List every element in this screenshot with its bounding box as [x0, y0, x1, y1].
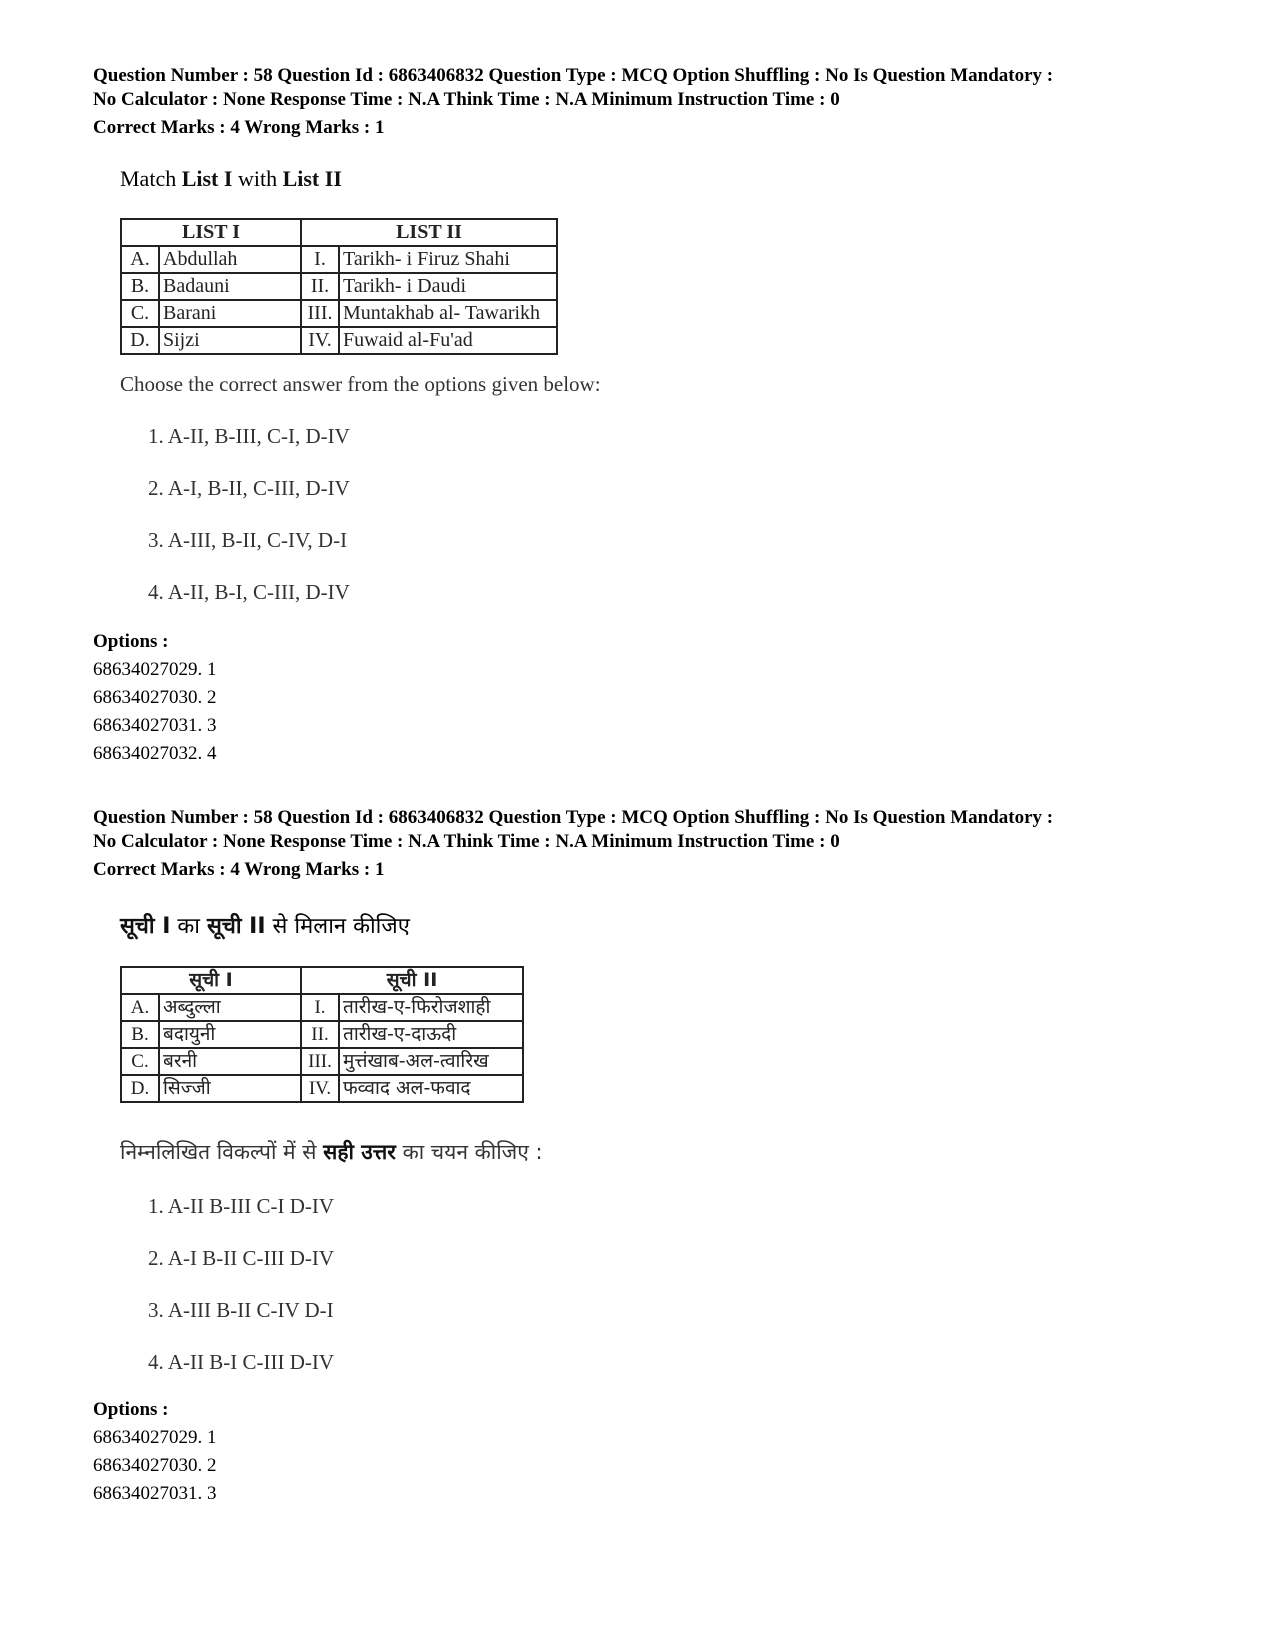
- choice-3: 3. A-III, B-II, C-IV, D-I: [148, 528, 348, 552]
- table-row: A. Abdullah I. Tarikh- i Firuz Shahi: [121, 246, 557, 273]
- table-header-row: [121, 967, 523, 994]
- options-list: [93, 628, 217, 768]
- option-item: 68634027029. 1: [93, 659, 217, 680]
- option-item: 68634027031. 3: [93, 715, 217, 736]
- table-row: B. Badauni II. Tarikh- i Daudi: [121, 273, 557, 300]
- choose-instruction: Choose the correct answer from the options given below:: [120, 372, 601, 396]
- choice-4: 4. A-II B-I C-III D-IV: [148, 1350, 335, 1374]
- list-2-header: सूची II: [301, 967, 523, 994]
- marks-line: Correct Marks : 4 Wrong Marks : 1: [93, 117, 385, 138]
- choice-2: 2. A-I, B-II, C-III, D-IV: [148, 476, 350, 500]
- choice-1: 1. A-II, B-III, C-I, D-IV: [148, 424, 350, 448]
- choice-1: 1. A-II B-III C-I D-IV: [148, 1194, 335, 1218]
- choice-3: 3. A-III B-II C-IV D-I: [148, 1298, 334, 1322]
- question-meta: [93, 806, 1213, 882]
- table-row: D. सिज्जी IV. फव्वाद अल-फवाद: [121, 1075, 523, 1102]
- match-table: [120, 218, 558, 355]
- match-table: [120, 966, 524, 1103]
- list-2-header: LIST II: [301, 219, 557, 246]
- question-meta: [93, 64, 1213, 140]
- question-title: Match List I with List II: [120, 166, 342, 191]
- meta-line-2: No Calculator : None Response Time : N.A Think Time : N.A Minimum Instruction Time : 0: [93, 831, 840, 852]
- marks-line: Correct Marks : 4 Wrong Marks : 1: [93, 859, 385, 880]
- meta-line-2: No Calculator : None Response Time : N.A Think Time : N.A Minimum Instruction Time : 0: [93, 89, 840, 110]
- table-header-row: [121, 219, 557, 246]
- option-item: 68634027032. 4: [93, 743, 217, 764]
- table-row: B. बदायुनी II. तारीख-ए-दाऊदी: [121, 1021, 523, 1048]
- list-1-header: LIST I: [121, 219, 301, 246]
- choice-4: 4. A-II, B-I, C-III, D-IV: [148, 580, 350, 604]
- options-label: Options :: [93, 631, 169, 652]
- meta-line-1: Question Number : 58 Question Id : 6863406832 Question Type : MCQ Option Shuffling : No Is Question Mandatory :: [93, 807, 1054, 828]
- choice-2: 2. A-I B-II C-III D-IV: [148, 1246, 335, 1270]
- options-list: [93, 1396, 217, 1508]
- meta-line-1: Question Number : 58 Question Id : 6863406832 Question Type : MCQ Option Shuffling : No Is Question Mandatory :: [93, 65, 1054, 86]
- table-row: C. Barani III. Muntakhab al- Tawarikh: [121, 300, 557, 327]
- question-title: सूची I का सूची II से मिलान कीजिए: [120, 914, 410, 939]
- list-1-header: सूची I: [121, 967, 301, 994]
- table-row: A. अब्दुल्ला I. तारीख-ए-फिरोजशाही: [121, 994, 523, 1021]
- option-item: 68634027030. 2: [93, 687, 217, 708]
- option-item: 68634027031. 3: [93, 1483, 217, 1504]
- option-item: 68634027029. 1: [93, 1427, 217, 1448]
- option-item: 68634027030. 2: [93, 1455, 217, 1476]
- options-label: Options :: [93, 1399, 169, 1420]
- table-row: D. Sijzi IV. Fuwaid al-Fu'ad: [121, 327, 557, 354]
- table-row: C. बरनी III. मुत्तंखाब-अल-त्वारिख: [121, 1048, 523, 1075]
- choose-instruction: निम्नलिखित विकल्पों में से सही उत्तर का चयन कीजिए :: [120, 1140, 543, 1164]
